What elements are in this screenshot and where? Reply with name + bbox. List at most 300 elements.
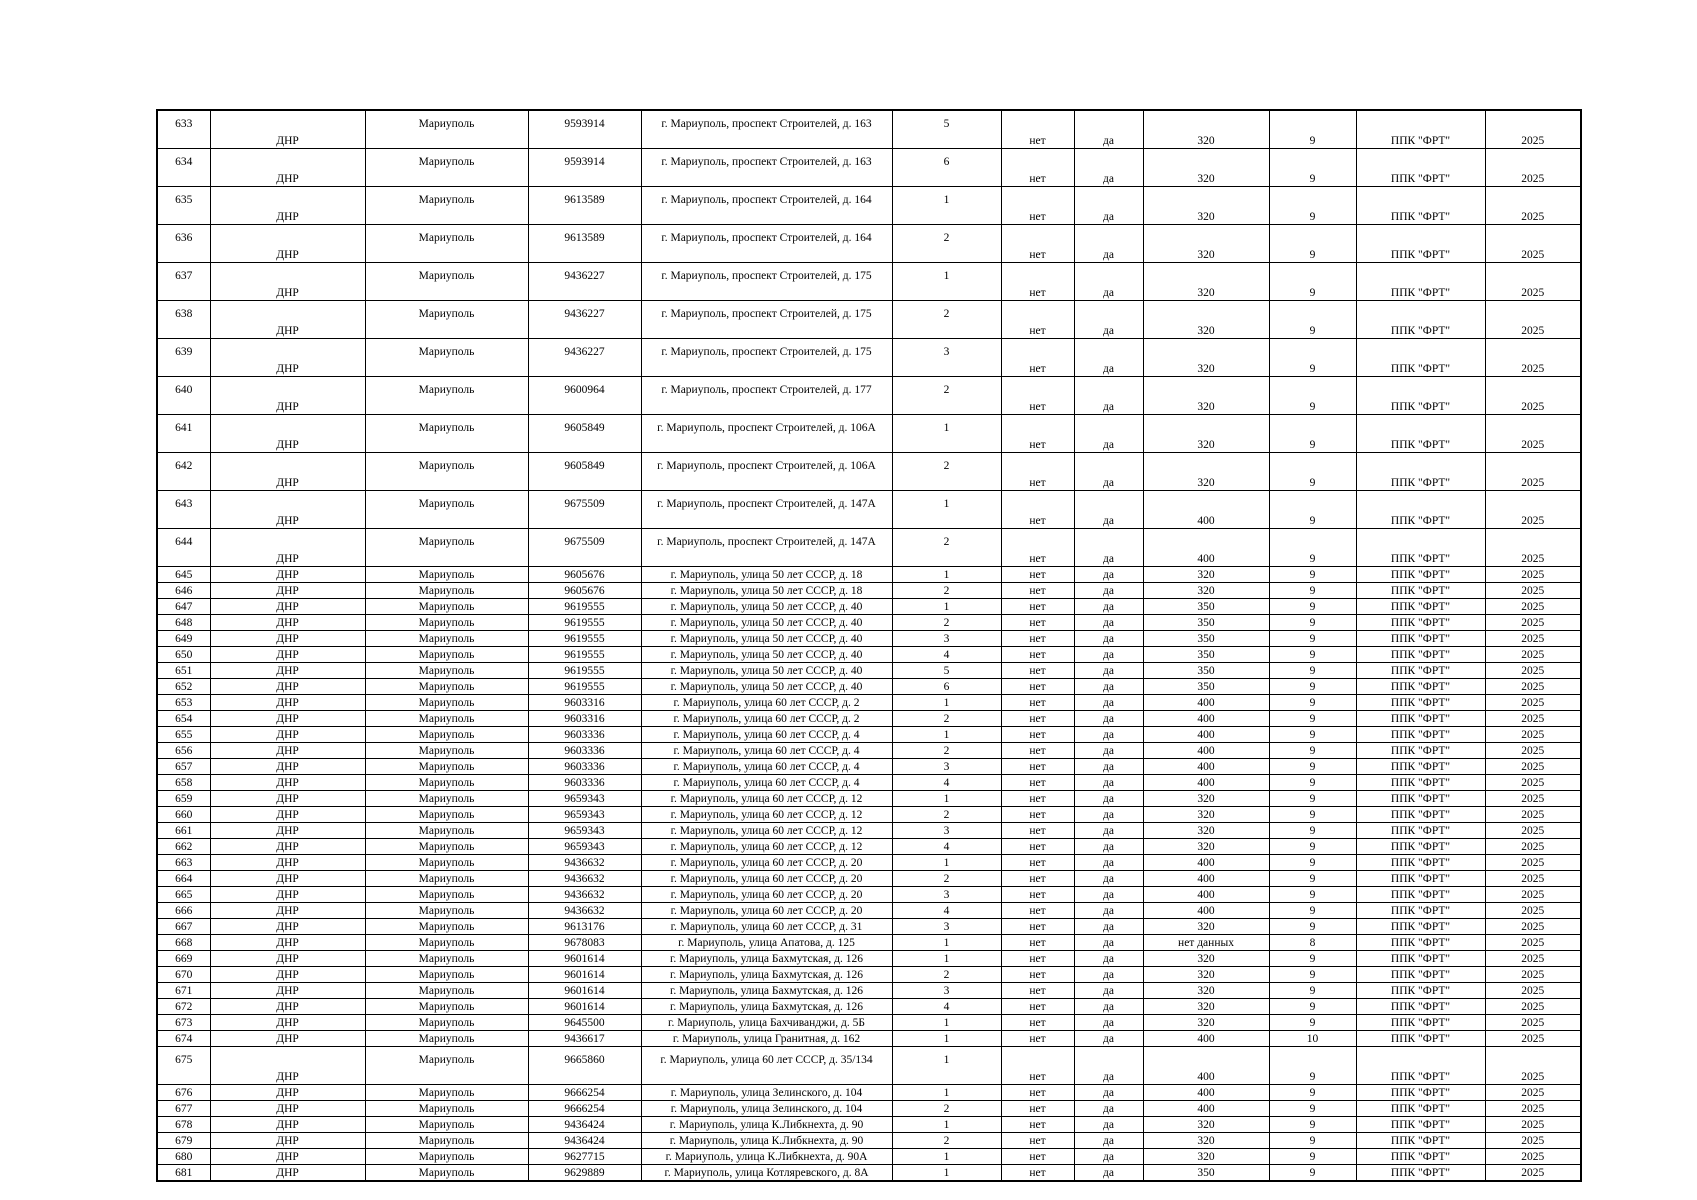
row-number-cell: 656 [157, 743, 210, 759]
organization-cell: ППК "ФРТ" [1356, 647, 1485, 663]
count-cell: 3 [892, 759, 1001, 775]
organization-cell: ППК "ФРТ" [1356, 983, 1485, 999]
year-cell: 2025 [1485, 149, 1581, 187]
organization-cell: ППК "ФРТ" [1356, 615, 1485, 631]
row-number-cell: 676 [157, 1085, 210, 1101]
row-number-cell: 668 [157, 935, 210, 951]
year-cell: 2025 [1485, 1015, 1581, 1031]
city-cell: Мариуполь [365, 839, 528, 855]
organization-cell: ППК "ФРТ" [1356, 583, 1485, 599]
organization-cell: ППК "ФРТ" [1356, 727, 1485, 743]
flag-a-cell: нет [1001, 1165, 1074, 1182]
count-cell: 2 [892, 1133, 1001, 1149]
city-cell: Мариуполь [365, 999, 528, 1015]
city-cell: Мариуполь [365, 225, 528, 263]
id-cell: 9666254 [528, 1085, 641, 1101]
table-row [157, 887, 1581, 903]
region-cell: ДНР [210, 567, 365, 583]
table-row [157, 529, 1581, 567]
table-body [157, 110, 1581, 1181]
count-cell: 1 [892, 695, 1001, 711]
row-number-cell: 643 [157, 491, 210, 529]
year-cell: 2025 [1485, 663, 1581, 679]
value-cell: 320 [1143, 1015, 1269, 1031]
value-cell: 320 [1143, 301, 1269, 339]
address-cell: г. Мариуполь, улица 60 лет СССР, д. 12 [641, 839, 892, 855]
count-cell: 1 [892, 415, 1001, 453]
address-cell: г. Мариуполь, улица 60 лет СССР, д. 2 [641, 711, 892, 727]
flag-a-cell: нет [1001, 855, 1074, 871]
year-cell: 2025 [1485, 1149, 1581, 1165]
row-number-cell: 681 [157, 1165, 210, 1182]
flag-b-cell: да [1074, 615, 1143, 631]
row-number-cell: 648 [157, 615, 210, 631]
year-cell: 2025 [1485, 903, 1581, 919]
row-number-cell: 638 [157, 301, 210, 339]
row-number-cell: 645 [157, 567, 210, 583]
year-cell: 2025 [1485, 377, 1581, 415]
table-row [157, 1085, 1581, 1101]
address-cell: г. Мариуполь, улица 60 лет СССР, д. 20 [641, 887, 892, 903]
organization-cell: ППК "ФРТ" [1356, 743, 1485, 759]
count-cell: 3 [892, 339, 1001, 377]
organization-cell: ППК "ФРТ" [1356, 1015, 1485, 1031]
year-cell: 2025 [1485, 775, 1581, 791]
id-cell: 9603336 [528, 775, 641, 791]
floors-cell: 9 [1269, 871, 1356, 887]
flag-b-cell: да [1074, 149, 1143, 187]
row-number-cell: 633 [157, 110, 210, 149]
row-number-cell: 669 [157, 951, 210, 967]
row-number-cell: 653 [157, 695, 210, 711]
table-row [157, 615, 1581, 631]
flag-a-cell: нет [1001, 583, 1074, 599]
id-cell: 9436227 [528, 339, 641, 377]
organization-cell: ППК "ФРТ" [1356, 1085, 1485, 1101]
row-number-cell: 671 [157, 983, 210, 999]
flag-a-cell: нет [1001, 839, 1074, 855]
table-row [157, 491, 1581, 529]
value-cell: 350 [1143, 679, 1269, 695]
organization-cell: ППК "ФРТ" [1356, 791, 1485, 807]
count-cell: 6 [892, 149, 1001, 187]
row-number-cell: 640 [157, 377, 210, 415]
row-number-cell: 657 [157, 759, 210, 775]
value-cell: 350 [1143, 663, 1269, 679]
organization-cell: ППК "ФРТ" [1356, 529, 1485, 567]
table-row [157, 855, 1581, 871]
table-row [157, 791, 1581, 807]
id-cell: 9659343 [528, 791, 641, 807]
flag-b-cell: да [1074, 1133, 1143, 1149]
floors-cell: 9 [1269, 1085, 1356, 1101]
flag-b-cell: да [1074, 999, 1143, 1015]
region-cell: ДНР [210, 1117, 365, 1133]
flag-a-cell: нет [1001, 225, 1074, 263]
flag-b-cell: да [1074, 791, 1143, 807]
row-number-cell: 664 [157, 871, 210, 887]
address-cell: г. Мариуполь, улица Бахмутская, д. 126 [641, 967, 892, 983]
flag-a-cell: нет [1001, 695, 1074, 711]
floors-cell: 9 [1269, 743, 1356, 759]
flag-b-cell: да [1074, 919, 1143, 935]
city-cell: Мариуполь [365, 1031, 528, 1047]
id-cell: 9619555 [528, 615, 641, 631]
table-row [157, 567, 1581, 583]
floors-cell: 9 [1269, 1149, 1356, 1165]
flag-a-cell: нет [1001, 775, 1074, 791]
address-cell: г. Мариуполь, проспект Строителей, д. 147А [641, 529, 892, 567]
year-cell: 2025 [1485, 187, 1581, 225]
address-cell: г. Мариуполь, улица 60 лет СССР, д. 31 [641, 919, 892, 935]
value-cell: 320 [1143, 951, 1269, 967]
organization-cell: ППК "ФРТ" [1356, 491, 1485, 529]
address-cell: г. Мариуполь, проспект Строителей, д. 175 [641, 339, 892, 377]
floors-cell: 9 [1269, 999, 1356, 1015]
value-cell: 320 [1143, 919, 1269, 935]
table-row [157, 1117, 1581, 1133]
table-row [157, 377, 1581, 415]
floors-cell: 9 [1269, 615, 1356, 631]
floors-cell: 9 [1269, 339, 1356, 377]
flag-a-cell: нет [1001, 631, 1074, 647]
id-cell: 9645500 [528, 1015, 641, 1031]
value-cell: 400 [1143, 887, 1269, 903]
floors-cell: 9 [1269, 919, 1356, 935]
year-cell: 2025 [1485, 839, 1581, 855]
region-cell: ДНР [210, 339, 365, 377]
flag-a-cell: нет [1001, 791, 1074, 807]
address-cell: г. Мариуполь, улица 60 лет СССР, д. 2 [641, 695, 892, 711]
flag-a-cell: нет [1001, 491, 1074, 529]
floors-cell: 9 [1269, 110, 1356, 149]
year-cell: 2025 [1485, 727, 1581, 743]
count-cell: 2 [892, 583, 1001, 599]
flag-a-cell: нет [1001, 967, 1074, 983]
table-row [157, 149, 1581, 187]
floors-cell: 9 [1269, 983, 1356, 999]
flag-a-cell: нет [1001, 339, 1074, 377]
count-cell: 1 [892, 599, 1001, 615]
floors-cell: 8 [1269, 935, 1356, 951]
organization-cell: ППК "ФРТ" [1356, 1165, 1485, 1182]
floors-cell: 9 [1269, 1117, 1356, 1133]
flag-b-cell: да [1074, 759, 1143, 775]
count-cell: 2 [892, 529, 1001, 567]
floors-cell: 9 [1269, 1165, 1356, 1182]
year-cell: 2025 [1485, 339, 1581, 377]
year-cell: 2025 [1485, 567, 1581, 583]
year-cell: 2025 [1485, 225, 1581, 263]
address-cell: г. Мариуполь, улица Бахмутская, д. 126 [641, 951, 892, 967]
region-cell: ДНР [210, 187, 365, 225]
flag-b-cell: да [1074, 453, 1143, 491]
region-cell: ДНР [210, 1031, 365, 1047]
flag-a-cell: нет [1001, 1149, 1074, 1165]
flag-a-cell: нет [1001, 759, 1074, 775]
year-cell: 2025 [1485, 1047, 1581, 1085]
count-cell: 3 [892, 919, 1001, 935]
value-cell: 320 [1143, 567, 1269, 583]
count-cell: 1 [892, 567, 1001, 583]
organization-cell: ППК "ФРТ" [1356, 999, 1485, 1015]
organization-cell: ППК "ФРТ" [1356, 903, 1485, 919]
address-cell: г. Мариуполь, проспект Строителей, д. 106А [641, 415, 892, 453]
row-number-cell: 662 [157, 839, 210, 855]
region-cell: ДНР [210, 919, 365, 935]
year-cell: 2025 [1485, 967, 1581, 983]
id-cell: 9436632 [528, 903, 641, 919]
city-cell: Мариуполь [365, 871, 528, 887]
id-cell: 9436424 [528, 1117, 641, 1133]
organization-cell: ППК "ФРТ" [1356, 631, 1485, 647]
organization-cell: ППК "ФРТ" [1356, 301, 1485, 339]
city-cell: Мариуполь [365, 679, 528, 695]
region-cell: ДНР [210, 615, 365, 631]
flag-b-cell: да [1074, 1085, 1143, 1101]
organization-cell: ППК "ФРТ" [1356, 759, 1485, 775]
table-row [157, 871, 1581, 887]
flag-a-cell: нет [1001, 1015, 1074, 1031]
year-cell: 2025 [1485, 871, 1581, 887]
city-cell: Мариуполь [365, 1085, 528, 1101]
floors-cell: 9 [1269, 529, 1356, 567]
count-cell: 2 [892, 453, 1001, 491]
flag-b-cell: да [1074, 647, 1143, 663]
year-cell: 2025 [1485, 301, 1581, 339]
organization-cell: ППК "ФРТ" [1356, 187, 1485, 225]
flag-a-cell: нет [1001, 1085, 1074, 1101]
address-cell: г. Мариуполь, проспект Строителей, д. 175 [641, 263, 892, 301]
floors-cell: 9 [1269, 887, 1356, 903]
value-cell: 320 [1143, 263, 1269, 301]
table-row [157, 225, 1581, 263]
table-row [157, 1149, 1581, 1165]
row-number-cell: 659 [157, 791, 210, 807]
id-cell: 9675509 [528, 529, 641, 567]
flag-b-cell: да [1074, 743, 1143, 759]
value-cell: 320 [1143, 999, 1269, 1015]
year-cell: 2025 [1485, 1133, 1581, 1149]
flag-a-cell: нет [1001, 919, 1074, 935]
flag-a-cell: нет [1001, 1133, 1074, 1149]
address-cell: г. Мариуполь, улица К.Либкнехта, д. 90 [641, 1133, 892, 1149]
region-cell: ДНР [210, 823, 365, 839]
value-cell: 400 [1143, 711, 1269, 727]
data-table [156, 109, 1582, 1182]
id-cell: 9436424 [528, 1133, 641, 1149]
count-cell: 3 [892, 823, 1001, 839]
region-cell: ДНР [210, 775, 365, 791]
city-cell: Мариуполь [365, 491, 528, 529]
row-number-cell: 675 [157, 1047, 210, 1085]
floors-cell: 9 [1269, 823, 1356, 839]
id-cell: 9600964 [528, 377, 641, 415]
row-number-cell: 636 [157, 225, 210, 263]
table-row [157, 1031, 1581, 1047]
value-cell: 400 [1143, 695, 1269, 711]
floors-cell: 9 [1269, 631, 1356, 647]
flag-b-cell: да [1074, 1047, 1143, 1085]
year-cell: 2025 [1485, 711, 1581, 727]
table-row [157, 1047, 1581, 1085]
region-cell: ДНР [210, 695, 365, 711]
address-cell: г. Мариуполь, улица 50 лет СССР, д. 40 [641, 679, 892, 695]
address-cell: г. Мариуполь, проспект Строителей, д. 147А [641, 491, 892, 529]
value-cell: 400 [1143, 743, 1269, 759]
flag-a-cell: нет [1001, 599, 1074, 615]
flag-a-cell: нет [1001, 415, 1074, 453]
flag-b-cell: да [1074, 1031, 1143, 1047]
table-row [157, 415, 1581, 453]
floors-cell: 9 [1269, 711, 1356, 727]
table-row [157, 711, 1581, 727]
flag-a-cell: нет [1001, 647, 1074, 663]
flag-a-cell: нет [1001, 1031, 1074, 1047]
id-cell: 9619555 [528, 631, 641, 647]
floors-cell: 9 [1269, 491, 1356, 529]
organization-cell: ППК "ФРТ" [1356, 951, 1485, 967]
city-cell: Мариуполь [365, 1047, 528, 1085]
value-cell: 400 [1143, 1031, 1269, 1047]
organization-cell: ППК "ФРТ" [1356, 967, 1485, 983]
id-cell: 9601614 [528, 967, 641, 983]
id-cell: 9601614 [528, 999, 641, 1015]
region-cell: ДНР [210, 583, 365, 599]
id-cell: 9659343 [528, 823, 641, 839]
id-cell: 9675509 [528, 491, 641, 529]
flag-b-cell: да [1074, 377, 1143, 415]
organization-cell: ППК "ФРТ" [1356, 887, 1485, 903]
id-cell: 9436227 [528, 301, 641, 339]
table-row [157, 807, 1581, 823]
flag-a-cell: нет [1001, 887, 1074, 903]
city-cell: Мариуполь [365, 263, 528, 301]
value-cell: 350 [1143, 615, 1269, 631]
table-row [157, 1165, 1581, 1182]
table-row [157, 775, 1581, 791]
address-cell: г. Мариуполь, проспект Строителей, д. 163 [641, 149, 892, 187]
flag-a-cell: нет [1001, 951, 1074, 967]
year-cell: 2025 [1485, 695, 1581, 711]
count-cell: 2 [892, 301, 1001, 339]
id-cell: 9613176 [528, 919, 641, 935]
region-cell: ДНР [210, 935, 365, 951]
count-cell: 3 [892, 983, 1001, 999]
floors-cell: 9 [1269, 301, 1356, 339]
id-cell: 9605849 [528, 415, 641, 453]
region-cell: ДНР [210, 1101, 365, 1117]
count-cell: 4 [892, 839, 1001, 855]
row-number-cell: 680 [157, 1149, 210, 1165]
region-cell: ДНР [210, 679, 365, 695]
flag-b-cell: да [1074, 263, 1143, 301]
city-cell: Мариуполь [365, 583, 528, 599]
flag-a-cell: нет [1001, 301, 1074, 339]
region-cell: ДНР [210, 903, 365, 919]
row-number-cell: 650 [157, 647, 210, 663]
flag-b-cell: да [1074, 695, 1143, 711]
count-cell: 3 [892, 631, 1001, 647]
city-cell: Мариуполь [365, 1133, 528, 1149]
flag-b-cell: да [1074, 1165, 1143, 1182]
year-cell: 2025 [1485, 529, 1581, 567]
id-cell: 9605676 [528, 567, 641, 583]
year-cell: 2025 [1485, 415, 1581, 453]
city-cell: Мариуполь [365, 110, 528, 149]
value-cell: 400 [1143, 871, 1269, 887]
row-number-cell: 637 [157, 263, 210, 301]
value-cell: 350 [1143, 1165, 1269, 1182]
floors-cell: 9 [1269, 599, 1356, 615]
region-cell: ДНР [210, 149, 365, 187]
address-cell: г. Мариуполь, улица Гранитная, д. 162 [641, 1031, 892, 1047]
table-row [157, 187, 1581, 225]
count-cell: 2 [892, 711, 1001, 727]
row-number-cell: 672 [157, 999, 210, 1015]
organization-cell: ППК "ФРТ" [1356, 839, 1485, 855]
row-number-cell: 661 [157, 823, 210, 839]
address-cell: г. Мариуполь, улица 50 лет СССР, д. 40 [641, 647, 892, 663]
floors-cell: 9 [1269, 567, 1356, 583]
table-row [157, 110, 1581, 149]
count-cell: 4 [892, 903, 1001, 919]
flag-b-cell: да [1074, 967, 1143, 983]
row-number-cell: 658 [157, 775, 210, 791]
value-cell: 320 [1143, 187, 1269, 225]
floors-cell: 9 [1269, 1015, 1356, 1031]
value-cell: 400 [1143, 903, 1269, 919]
address-cell: г. Мариуполь, улица 50 лет СССР, д. 18 [641, 567, 892, 583]
value-cell: 400 [1143, 775, 1269, 791]
flag-a-cell: нет [1001, 903, 1074, 919]
count-cell: 4 [892, 999, 1001, 1015]
flag-a-cell: нет [1001, 187, 1074, 225]
region-cell: ДНР [210, 491, 365, 529]
value-cell: 320 [1143, 1133, 1269, 1149]
flag-b-cell: да [1074, 679, 1143, 695]
floors-cell: 9 [1269, 1047, 1356, 1085]
floors-cell: 9 [1269, 727, 1356, 743]
city-cell: Мариуполь [365, 807, 528, 823]
flag-a-cell: нет [1001, 711, 1074, 727]
table-row [157, 453, 1581, 491]
count-cell: 2 [892, 1101, 1001, 1117]
region-cell: ДНР [210, 967, 365, 983]
organization-cell: ППК "ФРТ" [1356, 110, 1485, 149]
organization-cell: ППК "ФРТ" [1356, 919, 1485, 935]
row-number-cell: 646 [157, 583, 210, 599]
region-cell: ДНР [210, 599, 365, 615]
value-cell: 320 [1143, 967, 1269, 983]
year-cell: 2025 [1485, 919, 1581, 935]
row-number-cell: 666 [157, 903, 210, 919]
address-cell: г. Мариуполь, улица 60 лет СССР, д. 4 [641, 759, 892, 775]
floors-cell: 9 [1269, 149, 1356, 187]
region-cell: ДНР [210, 631, 365, 647]
value-cell: нет данных [1143, 935, 1269, 951]
table-row [157, 1101, 1581, 1117]
id-cell: 9436632 [528, 855, 641, 871]
floors-cell: 10 [1269, 1031, 1356, 1047]
city-cell: Мариуполь [365, 1117, 528, 1133]
organization-cell: ППК "ФРТ" [1356, 339, 1485, 377]
id-cell: 9603336 [528, 743, 641, 759]
floors-cell: 9 [1269, 453, 1356, 491]
count-cell: 1 [892, 1015, 1001, 1031]
flag-b-cell: да [1074, 187, 1143, 225]
table-row [157, 903, 1581, 919]
